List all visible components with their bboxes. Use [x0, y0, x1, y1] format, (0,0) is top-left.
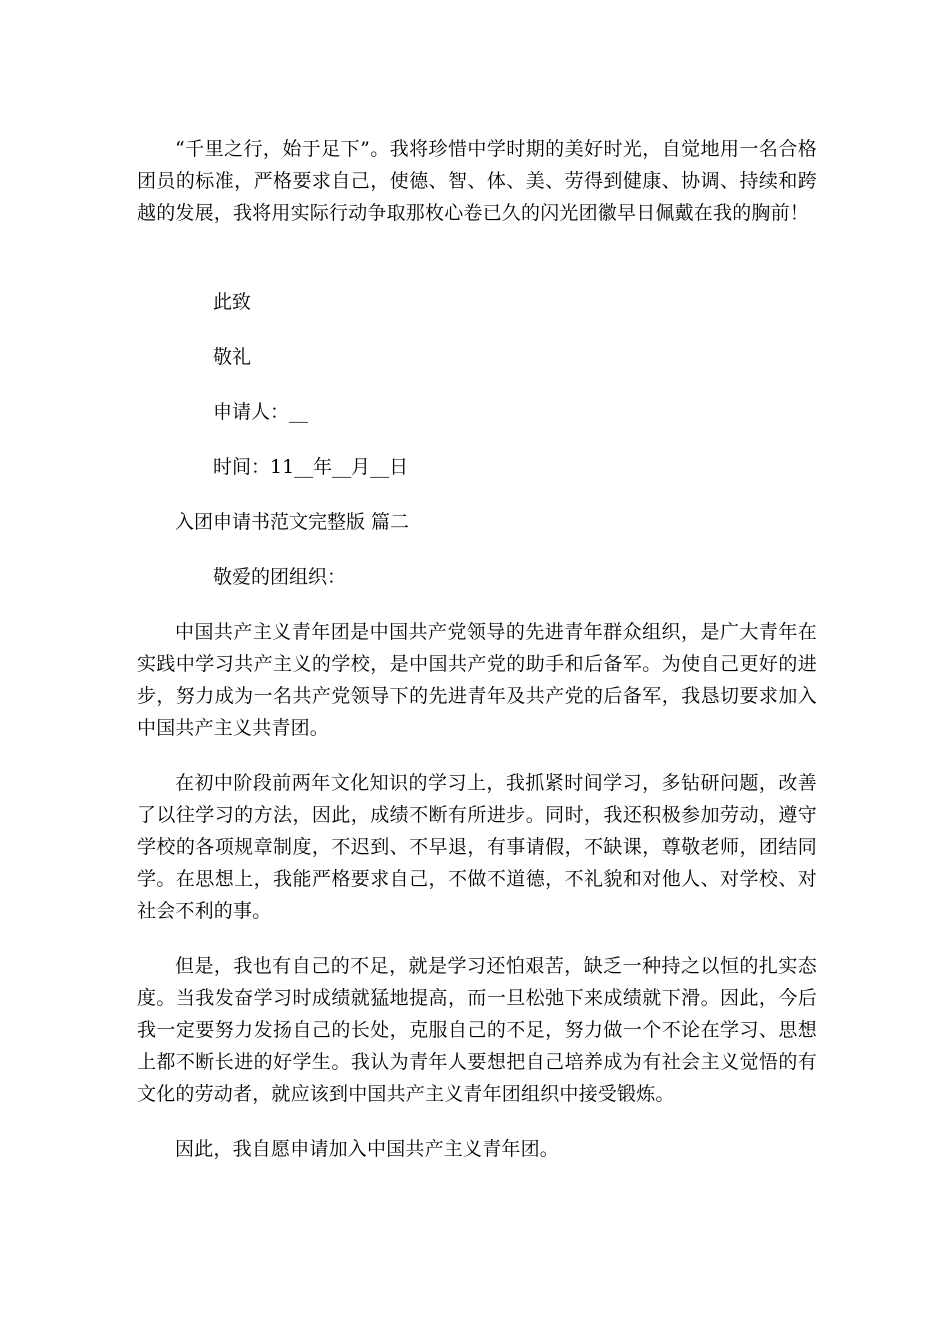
closing-line-1: 此致	[213, 291, 252, 313]
paragraph-3: 在初中阶段前两年文化知识的学习上，我抓紧时间学习，多钻研问题，改善了以往学习的方法，因此，成绩不断有所进步。同时，我还积极参加劳动，遵守学校的各项规章制度，不迟到、不早退，有事请假，不缺课，尊敬老师，团结同学。在思想上，我能严格要求自己，不做不道德，不礼貌和对他人、对学校、对社会不利的事。	[137, 772, 817, 922]
paragraph-5: 因此，我自愿申请加入中国共产主义青年团。	[175, 1138, 560, 1160]
applicant-line: 申请人：__	[213, 401, 309, 423]
paragraph-1: “千里之行，始于足下”。我将珍惜中学时期的美好时光，自觉地用一名合格团员的标准，严格要求自己，使德、智、体、美、劳得到健康、协调、持续和跨越的发展，我将用实际行动争取那枚心卷已久的闪光团徽早日佩戴在我的胸前！	[137, 138, 817, 224]
date-line: 时间：11__年__月__日	[213, 456, 409, 478]
closing-line-2: 敬礼	[213, 346, 252, 368]
paragraph-4: 但是，我也有自己的不足，就是学习还怕艰苦，缺乏一种持之以恒的扎实态度。当我发奋学习时成绩就猛地提高，而一旦松弛下来成绩就下滑。因此，今后我一定要努力发扬自己的长处，克服自己的不足，努力做一个不论在学习、思想上都不断长进的好学生。我认为青年人要想把自己培养成为有社会主义觉悟的有文化的劳动者，就应该到中国共产主义青年团组织中接受锻炼。	[137, 955, 817, 1105]
salutation: 敬爱的团组织：	[213, 566, 347, 588]
paragraph-2: 中国共产主义青年团是中国共产党领导的先进青年群众组织，是广大青年在实践中学习共产主义的学校，是中国共产党的助手和后备军。为使自己更好的进步，努力成为一名共产党领导下的先进青年及共产党的后备军，我恳切要求加入中国共产主义共青团。	[137, 621, 817, 739]
section-title: 入团申请书范文完整版 篇二	[175, 511, 410, 533]
